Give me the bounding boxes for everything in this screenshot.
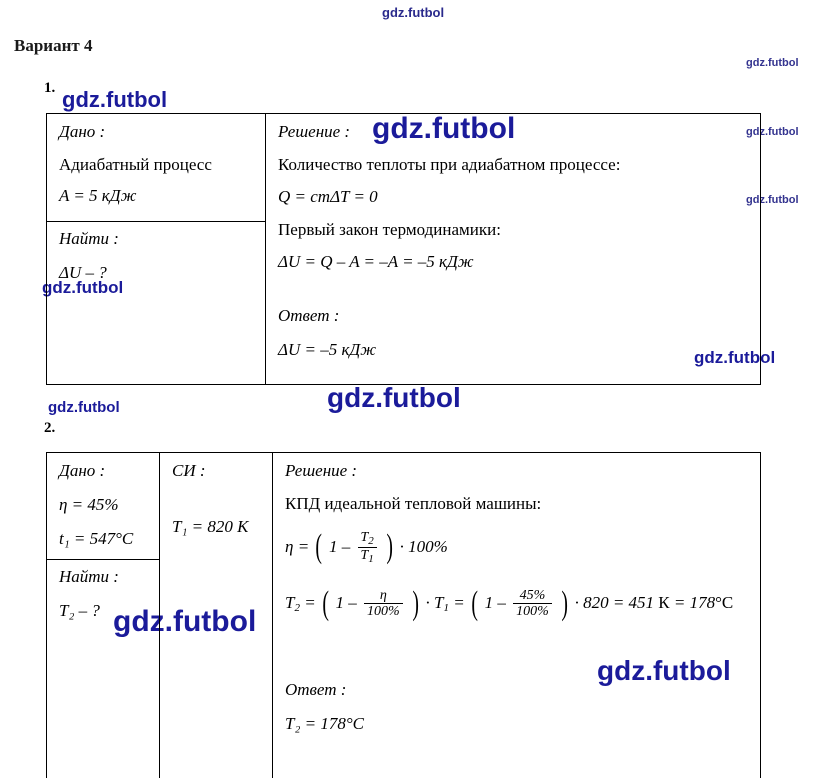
task-1-given-line-1: A = 5 кДж: [59, 186, 137, 205]
task-2-si-cell: [160, 453, 272, 545]
task-2-given-line-0: η = 45%: [59, 495, 119, 514]
task-1-given-cell: [47, 114, 265, 226]
task-1-answer-label: Ответ :: [278, 306, 340, 325]
watermark-10: gdz.futbol: [113, 605, 257, 638]
watermark-7: gdz.futbol: [694, 348, 776, 367]
task-2-table: [46, 452, 761, 778]
task-1-given-label: Дано :: [59, 122, 106, 141]
watermark-3: gdz.futbol: [746, 126, 799, 138]
task-2-given-column: [47, 453, 160, 778]
watermark-0: gdz.futbol: [382, 5, 445, 20]
task-2-solution-cell: [273, 453, 760, 742]
task-2-formula-eta: η = ( 1 – $\frac{T_2}{T_1}$ ) · 100%: [285, 528, 448, 566]
task-2-formula-t2: $T_2$ = ( 1 – $\frac{\eta}{100\%}$ ) · $T_1$ = ( 1 – $\frac{45\%}{100\%}$ ) · 820 = 451 К = 178°C: [285, 584, 734, 622]
task-2-solution-label: Решение :: [285, 461, 358, 480]
watermark-4: gdz.futbol: [372, 112, 516, 145]
task-1-solution-label: Решение :: [278, 122, 351, 141]
task-1-given-column: [47, 114, 266, 384]
task-1-solution-line-1: Q = cmΔT = 0: [278, 187, 378, 206]
task-1-table: [46, 113, 761, 385]
task-2-si-line-0: T₁ = 820 К: [172, 517, 249, 536]
task-2-find-label: Найти :: [59, 567, 119, 586]
task-1-find-cell: [47, 221, 290, 291]
task-2-find-line: T₂ – ?: [59, 601, 100, 620]
task-2-si-column: [160, 453, 273, 778]
task-1-answer-line: ΔU = –5 кДж: [278, 340, 377, 359]
watermark-6: gdz.futbol: [42, 278, 124, 297]
task-2-solution-column: [273, 453, 760, 778]
watermark-8: gdz.futbol: [327, 382, 461, 413]
task-2-answer-label: Ответ :: [285, 680, 347, 700]
watermark-2: gdz.futbol: [62, 87, 168, 112]
task-2-given-cell: [47, 453, 159, 557]
watermark-1: gdz.futbol: [746, 57, 799, 69]
task-1-find-line: ΔU – ?: [59, 263, 107, 282]
task-2-answer-line: T₂ = 178°C: [285, 714, 364, 734]
task-number-1: 1.: [44, 80, 56, 96]
task-2-given-line-1: t₁ = 547°C: [59, 529, 134, 548]
task-2-given-label: Дано :: [59, 461, 106, 480]
watermark-9: gdz.futbol: [48, 399, 120, 416]
task-1-solution-line-2: Первый закон термодинамики:: [278, 220, 501, 239]
task-2-solution-title: КПД идеальной тепловой машины:: [285, 494, 542, 513]
task-1-solution-line-3: ΔU = Q – A = –A = –5 кДж: [278, 252, 474, 271]
watermark-11: gdz.futbol: [597, 655, 731, 686]
watermark-5: gdz.futbol: [746, 194, 799, 206]
task-1-given-line-0: Адиабатный процесс: [59, 155, 212, 174]
task-2-si-label: СИ :: [172, 461, 206, 480]
task-1-solution-cell: [266, 114, 760, 400]
task-1-solution-line-0: Количество теплоты при адиабатном процессе:: [278, 155, 621, 174]
task-number-2: 2.: [44, 420, 56, 436]
page-title: Вариант 4: [14, 36, 93, 55]
task-1-find-label: Найти :: [59, 229, 119, 248]
